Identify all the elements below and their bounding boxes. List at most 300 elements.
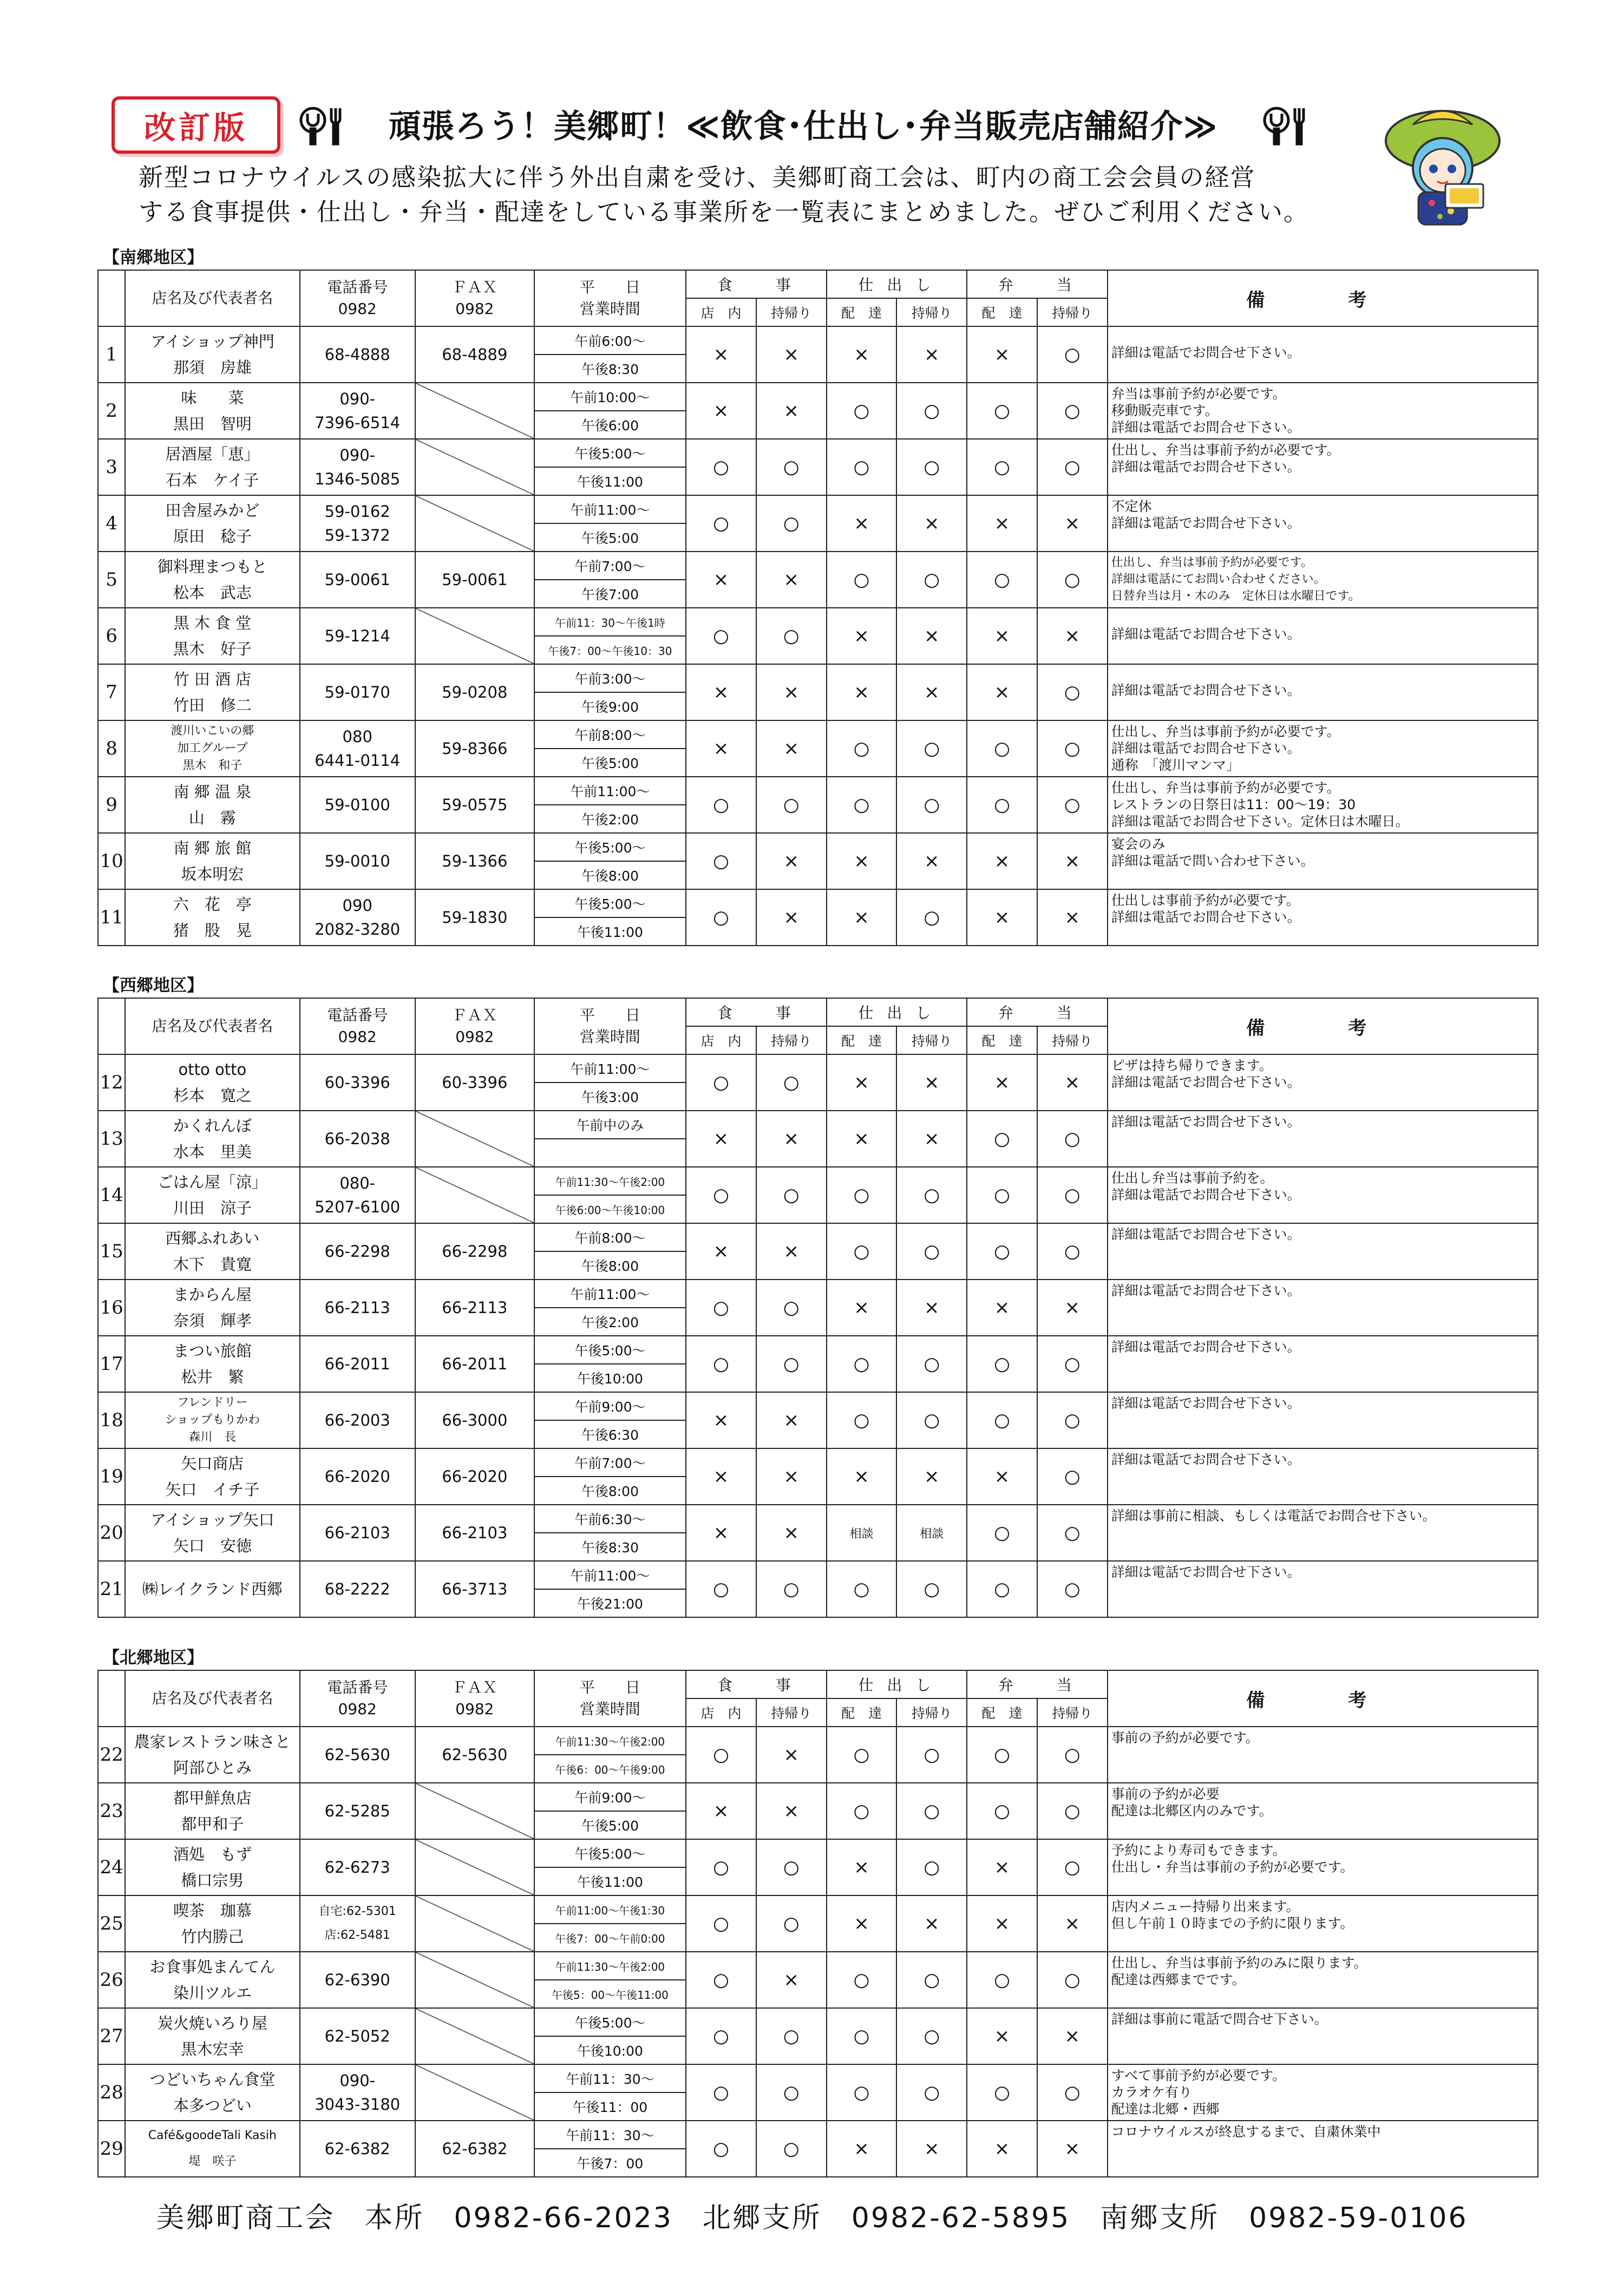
catering-delivery-mark: ○ [827, 2064, 897, 2121]
phone-number-line: 090 [342, 896, 372, 915]
catering-takeout-mark: ○ [896, 439, 967, 495]
table-row [98, 777, 1538, 805]
catering-delivery-mark: × [827, 1448, 897, 1505]
meal-eat-in-mark: × [686, 1223, 756, 1280]
fax-number [415, 720, 534, 777]
remarks-line: 詳細は事前に電話で問合せ下さい。 [1111, 2011, 1328, 2027]
representative-name: 水本 里美 [173, 1143, 252, 1161]
business-hours-open: 午後5:00～ [534, 2008, 686, 2036]
catering-takeout-mark: × [896, 1448, 967, 1505]
row-number: 21 [98, 1561, 125, 1617]
business-hours-open: 午前11:00～ [534, 1054, 686, 1083]
phone-number-line: 62-6273 [324, 1858, 390, 1877]
catering-takeout-mark: × [896, 664, 967, 720]
header-hours-line: 平 日 [579, 278, 640, 296]
bento-delivery-mark: × [967, 326, 1037, 383]
remarks [1108, 1448, 1538, 1505]
header-meal: 食 事 [686, 1670, 827, 1698]
business-hours-close: 午後11：00 [534, 2092, 686, 2121]
store-name-line: ごはん屋「涼」 [157, 1173, 267, 1191]
meal-eat-in-mark: ○ [686, 608, 756, 664]
phone-number-line: 62-5285 [324, 1802, 390, 1820]
remarks-line: 仕出しは事前予約が必要です。 [1111, 893, 1300, 908]
business-hours-open: 午後5:00～ [534, 1839, 686, 1867]
header-bento: 弁 当 [967, 1670, 1108, 1698]
catering-delivery-mark: × [827, 495, 897, 552]
phone-number [300, 1054, 415, 1111]
catering-delivery-mark: ○ [827, 2008, 897, 2064]
meal-takeout-mark: ○ [756, 495, 827, 552]
meal-takeout-mark: × [756, 1223, 827, 1280]
remarks [1108, 495, 1538, 552]
meal-takeout-mark: × [756, 1392, 827, 1448]
phone-number [300, 1727, 415, 1783]
remarks [1108, 1111, 1538, 1167]
catering-delivery-mark: ○ [827, 1561, 897, 1617]
table-row [98, 552, 1538, 580]
meal-eat-in-mark: ○ [686, 1280, 756, 1336]
header-catering: 仕 出 し [827, 998, 967, 1026]
phone-number-line: 68-4888 [324, 345, 390, 364]
catering-takeout-mark: ○ [896, 1783, 967, 1839]
store-name-line: フレンドリー [177, 1396, 248, 1409]
store-name-line: 渡川いこいの郷 [171, 724, 254, 738]
header-hours-line: 営業時間 [579, 1700, 640, 1718]
store-name [125, 1392, 299, 1448]
header-takeout: 持帰り [1037, 1026, 1108, 1054]
remarks-line: 詳細は電話でお問合せ下さい。 [1111, 1074, 1301, 1090]
meal-eat-in-mark: × [686, 1392, 756, 1448]
catering-delivery-mark: × [827, 889, 897, 946]
store-name-line: 南 郷 旅 館 [173, 839, 252, 857]
bento-delivery-mark: ○ [967, 1111, 1037, 1167]
meal-eat-in-mark: × [686, 383, 756, 439]
store-name-line: 都甲鮮魚店 [173, 1789, 252, 1807]
introduction-text [139, 160, 1384, 229]
meal-takeout-mark: ○ [756, 2064, 827, 2121]
meal-takeout-mark: ○ [756, 439, 827, 495]
header-name: 店名及び代表者名 [125, 270, 299, 326]
remarks [1108, 1839, 1538, 1895]
phone-number-line: 59-1372 [324, 526, 390, 545]
fax-not-available [415, 1839, 534, 1895]
store-name-line: ㈱レイクランド西郷 [142, 1580, 283, 1598]
fax-not-available [415, 1111, 534, 1167]
bento-takeout-mark: × [1037, 2008, 1108, 2064]
representative-name: 那須 房雄 [173, 358, 252, 377]
meal-takeout-mark: × [756, 326, 827, 383]
remarks-line: 予約により寿司もできます。 [1111, 1842, 1286, 1858]
meal-takeout-mark: × [756, 1727, 827, 1783]
remarks-line: 詳細は電話でお問合せ下さい。定休日は木曜日。 [1111, 814, 1409, 829]
catering-takeout-mark: ○ [896, 383, 967, 439]
row-number: 15 [98, 1223, 125, 1280]
row-number: 26 [98, 1952, 125, 2008]
business-hours-close: 午後2:00 [534, 1308, 686, 1336]
remarks-line: 仕出し弁当は事前予約を。 [1111, 1170, 1274, 1186]
remarks [1108, 1280, 1538, 1336]
bento-takeout-mark: ○ [1037, 1111, 1108, 1167]
bento-takeout-mark: × [1037, 889, 1108, 946]
header-tel [300, 1670, 415, 1727]
representative-name: 黒田 智明 [173, 415, 252, 433]
header-fax [415, 1670, 534, 1727]
remarks-line: 宴会のみ [1111, 836, 1165, 852]
catering-takeout-mark: × [896, 495, 967, 552]
meal-eat-in-mark: ○ [686, 2121, 756, 2177]
business-hours-open: 午前3:00～ [534, 664, 686, 692]
catering-delivery-mark: ○ [827, 1952, 897, 2008]
fax-number [415, 1505, 534, 1561]
meal-takeout-mark: × [756, 383, 827, 439]
header-tel-line: 電話番号 [327, 1678, 388, 1696]
phone-number-line: 59-1214 [324, 627, 390, 645]
fax-number-line: 68-4889 [442, 345, 508, 364]
bento-takeout-mark: ○ [1037, 1505, 1108, 1561]
table-row [98, 1727, 1538, 1755]
bento-delivery-mark: ○ [967, 1167, 1037, 1223]
business-hours-close: 午後6:00～午後10:00 [534, 1195, 686, 1223]
phone-number [300, 439, 415, 495]
bento-takeout-mark: ○ [1037, 1952, 1108, 2008]
representative-name: 坂本明宏 [181, 865, 244, 883]
fax-number-line: 66-3713 [442, 1580, 508, 1598]
representative-name: 松井 繁 [181, 1368, 244, 1386]
catering-takeout-mark: ○ [896, 1223, 967, 1280]
bento-delivery-mark: ○ [967, 2064, 1037, 2121]
header-fax-line: ＦＡＸ [451, 278, 497, 296]
business-hours-close: 午後7:00 [534, 580, 686, 608]
table-row [98, 1839, 1538, 1867]
phone-number [300, 889, 415, 946]
fax-not-available [415, 439, 534, 495]
business-hours-open: 午後5:00～ [534, 833, 686, 861]
store-name [125, 1895, 299, 1952]
remarks [1108, 439, 1538, 495]
phone-number-line: 090- [339, 2071, 376, 2090]
remarks [1108, 833, 1538, 889]
remarks-line: 配達は西郷までです。 [1111, 1972, 1246, 1987]
bento-delivery-mark: × [967, 1448, 1037, 1505]
fax-number [415, 1336, 534, 1392]
table-row [98, 2121, 1538, 2149]
row-number: 29 [98, 2121, 125, 2177]
remarks-line: 詳細は電話でお問合せ下さい。 [1111, 1452, 1301, 1467]
remarks-line: 詳細は事前に相談、もしくは電話でお問合せ下さい。 [1111, 1508, 1436, 1524]
remarks-line: 詳細は電話でお問合せ下さい。 [1111, 626, 1301, 642]
store-name [125, 1505, 299, 1561]
store-name-line: 六 花 亭 [173, 895, 252, 914]
catering-delivery-mark: × [827, 1111, 897, 1167]
catering-takeout-mark: × [896, 1111, 967, 1167]
catering-takeout-mark: ○ [896, 2008, 967, 2064]
phone-number-line: 7396-6514 [315, 414, 401, 432]
fax-not-available [415, 495, 534, 552]
meal-eat-in-mark: ○ [686, 1895, 756, 1952]
header-fax-line: ＦＡＸ [451, 1678, 497, 1696]
business-hours-open: 午前11:00～ [534, 1561, 686, 1589]
representative-name: 矢口 イチ子 [165, 1480, 260, 1499]
store-name [125, 889, 299, 946]
fax-not-available [415, 2064, 534, 2121]
catering-takeout-mark: ○ [896, 720, 967, 777]
bento-takeout-mark: ○ [1037, 1561, 1108, 1617]
phone-number-line: 5207-6100 [315, 1198, 401, 1216]
table-row [98, 383, 1538, 411]
business-hours-open: 午前9:00～ [534, 1783, 686, 1811]
remarks [1108, 608, 1538, 664]
catering-delivery-mark: ○ [827, 1223, 897, 1280]
business-hours-open: 午前6:30～ [534, 1505, 686, 1533]
catering-takeout-mark: × [896, 1280, 967, 1336]
phone-number-line: 66-2113 [324, 1298, 390, 1317]
store-name-line: Café&goodeTali Kasih [148, 2129, 277, 2142]
catering-delivery-mark: × [827, 1839, 897, 1895]
bento-delivery-mark: ○ [967, 1561, 1037, 1617]
row-number: 28 [98, 2064, 125, 2121]
header-delivery: 配 達 [967, 1026, 1037, 1054]
store-name [125, 1223, 299, 1280]
business-hours-open: 午前11:00～ [534, 495, 686, 523]
store-name-line: 黒 木 食 堂 [173, 614, 252, 632]
remarks-line: 詳細は電話でお問合せ下さい。 [1111, 683, 1301, 698]
footer-contact: 美郷町商工会 本所 0982-66-2023 北郷支所 0982-62-5895 南郷支所 0982-59-0106 [156, 2202, 1468, 2234]
meal-eat-in-mark: ○ [686, 889, 756, 946]
representative-name: 森川 長 [188, 1431, 237, 1444]
row-number: 25 [98, 1895, 125, 1952]
table-row [98, 1223, 1538, 1251]
business-hours-open: 午前8:00～ [534, 720, 686, 749]
store-name-line: 炭火焼いろり屋 [157, 2014, 267, 2032]
meal-takeout-mark: ○ [756, 1839, 827, 1895]
meal-eat-in-mark: ○ [686, 1054, 756, 1111]
header-row [98, 270, 1538, 298]
remarks-line: 事前の予約が必要 [1111, 1786, 1220, 1802]
header-hours-line: 平 日 [579, 1006, 640, 1024]
business-hours-close: 午後5:00 [534, 749, 686, 777]
remarks-line: 仕出し、弁当は事前予約が必要です。 [1111, 556, 1313, 569]
fax-number-line: 66-3000 [442, 1411, 508, 1429]
table-row [98, 1895, 1538, 1924]
header-takeout: 持帰り [756, 1026, 827, 1054]
business-hours-close: 午後5：00～午後11:00 [534, 1980, 686, 2008]
catering-delivery-mark: ○ [827, 1783, 897, 1839]
remarks-line: 弁当は事前予約が必要です。 [1111, 386, 1286, 402]
remarks-line: 仕出し、弁当は事前予約のみに限ります。 [1111, 1955, 1367, 1971]
catering-delivery-mark: ○ [827, 439, 897, 495]
catering-takeout-mark: × [896, 833, 967, 889]
meal-takeout-mark: × [756, 664, 827, 720]
remarks [1108, 1505, 1538, 1561]
representative-name: 石本 ケイ子 [166, 471, 259, 489]
catering-delivery-mark: × [827, 2121, 897, 2177]
utensils-icon [297, 104, 356, 147]
store-name-line: 加工グループ [177, 742, 248, 755]
representative-name: 都甲和子 [181, 1815, 244, 1833]
table-row [98, 833, 1538, 861]
business-hours-close: 午後5:00 [534, 523, 686, 552]
fax-not-available [415, 1167, 534, 1223]
fax-number [415, 664, 534, 720]
remarks-line: 配達は北郷・西郷 [1111, 2101, 1220, 2117]
remarks [1108, 1952, 1538, 2008]
row-number: 13 [98, 1111, 125, 1167]
representative-name: 猪 股 晃 [173, 921, 252, 940]
header-takeout: 持帰り [896, 1026, 967, 1054]
meal-takeout-mark: × [756, 552, 827, 608]
header-fax-line: 0982 [455, 1028, 494, 1046]
remarks-line: 詳細は電話でお問合せ下さい。 [1111, 1283, 1301, 1298]
phone-number-line: 59-0061 [324, 570, 390, 589]
remarks-line: 日替弁当は月・木のみ 定休日は水曜日です。 [1111, 589, 1360, 603]
header-meal: 食 事 [686, 998, 827, 1026]
business-hours-open: 午前11:30～午後2:00 [534, 1952, 686, 1980]
phone-number-line: 59-0100 [324, 796, 390, 814]
fax-number [415, 552, 534, 608]
meal-eat-in-mark: ○ [686, 2008, 756, 2064]
phone-number-line: 59-0162 [324, 502, 390, 521]
catering-delivery-mark: ○ [827, 1336, 897, 1392]
store-name-line: 味 菜 [181, 389, 244, 407]
fax-number [415, 833, 534, 889]
store-name [125, 1280, 299, 1336]
catering-delivery-mark: ○ [827, 720, 897, 777]
business-hours-open: 午前9:00～ [534, 1392, 686, 1420]
header-hours [534, 1670, 686, 1727]
row-number: 8 [98, 720, 125, 777]
bento-delivery-mark: × [967, 1280, 1037, 1336]
store-name [125, 833, 299, 889]
bento-delivery-mark: × [967, 889, 1037, 946]
representative-name: 染川ツルエ [173, 1984, 252, 2002]
remarks-line: 通称 「渡川マンマ」 [1111, 757, 1240, 773]
remarks [1108, 1223, 1538, 1280]
catering-takeout-mark: 相談 [896, 1505, 967, 1561]
business-hours-open: 午前7:00～ [534, 552, 686, 580]
phone-number [300, 495, 415, 552]
catering-takeout-mark: ○ [896, 1336, 967, 1392]
representative-name: 黒木 好子 [173, 640, 252, 658]
table-row [98, 1336, 1538, 1364]
bento-takeout-mark: ○ [1037, 1783, 1108, 1839]
header-number-cell [98, 270, 125, 326]
bento-takeout-mark: ○ [1037, 720, 1108, 777]
business-hours-open: 午後5:00～ [534, 889, 686, 917]
row-number: 10 [98, 833, 125, 889]
store-name [125, 1952, 299, 2008]
fax-number-line: 60-3396 [442, 1073, 508, 1092]
meal-eat-in-mark: × [686, 552, 756, 608]
table-row [98, 439, 1538, 467]
header-number-cell [98, 998, 125, 1054]
row-number: 19 [98, 1448, 125, 1505]
store-name-line: ショップもりかわ [165, 1413, 260, 1427]
store-name-line: まからん屋 [173, 1285, 252, 1304]
fax-number-line: 62-6382 [442, 2140, 508, 2158]
phone-number [300, 1223, 415, 1280]
bento-takeout-mark: ○ [1037, 1839, 1108, 1895]
phone-number [300, 1561, 415, 1617]
phone-number-line: 66-2103 [324, 1524, 390, 1542]
phone-number [300, 1895, 415, 1952]
header-delivery: 配 達 [827, 1698, 897, 1727]
bento-delivery-mark: ○ [967, 777, 1037, 833]
store-name [125, 326, 299, 383]
header-name: 店名及び代表者名 [125, 1670, 299, 1727]
meal-eat-in-mark: × [686, 326, 756, 383]
fax-number-line: 59-0061 [442, 570, 508, 589]
phone-number-line: 090- [339, 446, 376, 464]
row-number: 5 [98, 552, 125, 608]
remarks-line: 仕出し、弁当は事前予約が必要です。 [1111, 724, 1340, 739]
remarks-line [1111, 611, 1534, 626]
meal-takeout-mark: × [756, 889, 827, 946]
business-hours-close: 午後8:00 [534, 1477, 686, 1505]
business-hours-close: 午後21:00 [534, 1589, 686, 1617]
representative-name: 矢口 安徳 [173, 1537, 252, 1555]
badge-label: 改訂版 [143, 109, 248, 146]
remarks-line: 詳細は電話でお問合せ下さい。 [1111, 740, 1301, 756]
row-number: 24 [98, 1839, 125, 1895]
meal-takeout-mark: × [756, 1783, 827, 1839]
store-name [125, 383, 299, 439]
business-hours-close: 午後7：00～午後10：30 [534, 636, 686, 664]
phone-number-line: 66-2038 [324, 1130, 390, 1148]
store-name-line: アイショップ矢口 [150, 1511, 274, 1529]
business-hours-open: 午前中のみ [534, 1111, 686, 1139]
phone-number-line: 62-6382 [324, 2140, 390, 2158]
phone-number-line: 59-0010 [324, 852, 390, 870]
table-row [98, 1783, 1538, 1811]
remarks-line: レストランの日祭日は11：00～19：30 [1111, 797, 1356, 812]
bento-takeout-mark: × [1037, 1895, 1108, 1952]
representative-name: 黒木宏幸 [181, 2040, 244, 2058]
phone-number-line: 自宅:62-5301 [318, 1905, 396, 1918]
bento-delivery-mark: ○ [967, 1336, 1037, 1392]
representative-name: 原田 稔子 [173, 527, 252, 546]
phone-number-line: 66-2003 [324, 1411, 390, 1429]
phone-number [300, 608, 415, 664]
store-name-line: つどいちゃん食堂 [149, 2070, 276, 2089]
business-hours-close [534, 1139, 686, 1167]
bento-takeout-mark: ○ [1037, 326, 1108, 383]
business-hours-open: 午前6:00～ [534, 326, 686, 355]
remarks-line: 仕出し、弁当は事前予約が必要です。 [1111, 442, 1340, 458]
table-row [98, 889, 1538, 917]
meal-eat-in-mark: ○ [686, 495, 756, 552]
phone-number-line: 66-2011 [324, 1355, 390, 1373]
bento-delivery-mark: ○ [967, 1505, 1037, 1561]
phone-number-line: 66-2020 [324, 1467, 390, 1486]
remarks-line: 事前の予約が必要です。 [1111, 1730, 1259, 1746]
business-hours-close: 午後11:00 [534, 1867, 686, 1895]
header-catering: 仕 出 し [827, 1670, 967, 1698]
bento-takeout-mark: ○ [1037, 1727, 1108, 1783]
fax-number [415, 2121, 534, 2177]
meal-eat-in-mark: × [686, 1783, 756, 1839]
remarks [1108, 2064, 1538, 2121]
meal-takeout-mark: × [756, 833, 827, 889]
fax-number-line: 66-2113 [442, 1298, 508, 1317]
meal-eat-in-mark: × [686, 1505, 756, 1561]
catering-delivery-mark: ○ [827, 383, 897, 439]
phone-number [300, 1839, 415, 1895]
meal-takeout-mark: ○ [756, 2121, 827, 2177]
representative-name: 杉本 寛之 [173, 1086, 252, 1105]
table-row [98, 326, 1538, 355]
bento-takeout-mark: ○ [1037, 2064, 1108, 2121]
representative-name: 竹内勝己 [181, 1927, 244, 1946]
